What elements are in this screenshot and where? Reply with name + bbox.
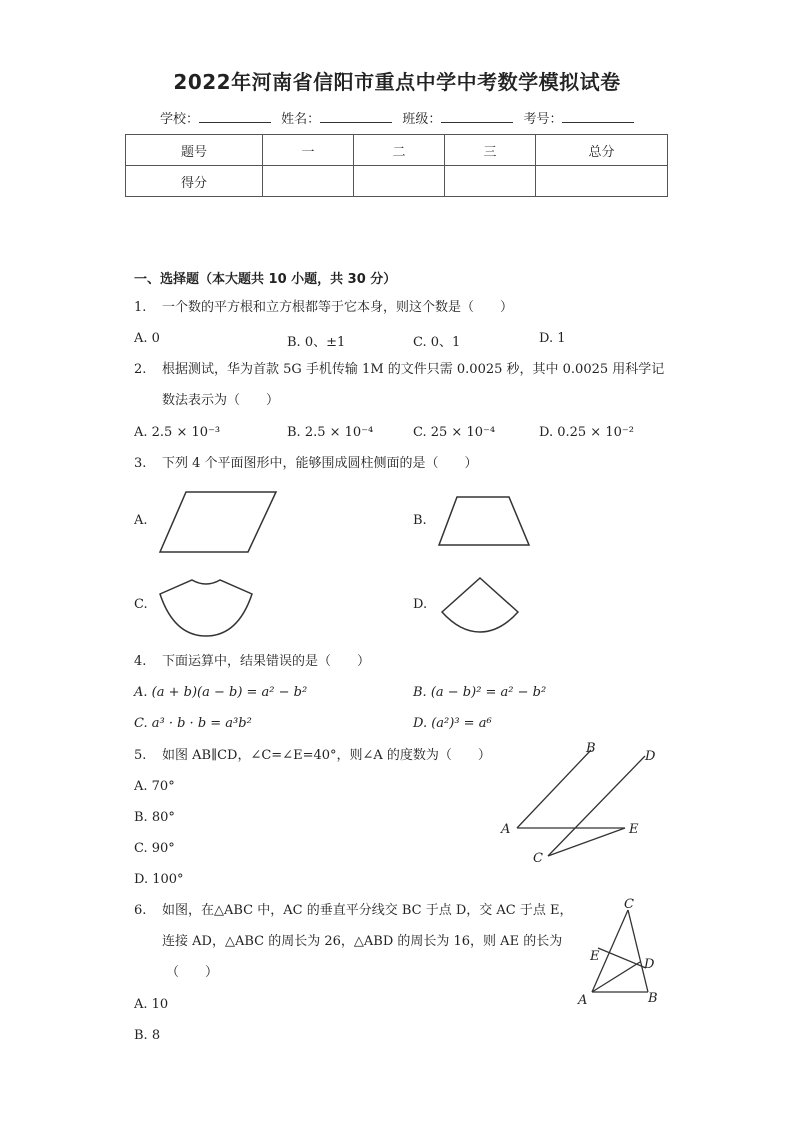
q1-option-a[interactable]: A. 0 (134, 331, 160, 346)
exam-no-label: 考号： (523, 112, 563, 127)
q2-text-line2: 数法表示为（ ） (162, 393, 280, 408)
school-field[interactable] (199, 110, 271, 123)
score-cell[interactable] (263, 166, 354, 197)
section-heading: 一、选择题（本大题共 10 小题，共 30 分） (134, 272, 397, 287)
q5-option-a[interactable]: A. 70° (134, 779, 175, 794)
q1-option-b[interactable]: B. 0、±1 (287, 335, 346, 350)
q5-option-d[interactable]: D. 100° (134, 872, 184, 887)
q3-option-c[interactable]: C. (134, 597, 148, 612)
label-c: C (533, 851, 543, 866)
q5-number: 5. (134, 748, 147, 763)
q6-triangle-figure (570, 896, 680, 1012)
q3-option-b[interactable]: B. (413, 513, 427, 528)
q1-text: 一个数的平方根和立方根都等于它本身，则这个数是（ ） (162, 300, 514, 315)
score-cell[interactable] (354, 166, 445, 197)
exam-no-field[interactable] (562, 110, 634, 123)
name-field[interactable] (320, 110, 392, 123)
label-b: B (648, 991, 658, 1006)
q5-text: 如图 AB∥CD，∠C=∠E=40°，则∠A 的度数为（ ） (162, 748, 491, 763)
score-table-header-row (126, 135, 668, 166)
parallelogram-figure (158, 490, 278, 554)
q1-number: 1. (134, 300, 147, 315)
q6-option-a[interactable]: A. 10 (134, 997, 169, 1012)
q4-text: 下面运算中，结果错误的是（ ） (162, 654, 371, 669)
score-cell[interactable] (536, 166, 668, 197)
q2-text-line1: 根据测试，华为首款 5G 手机传输 1M 的文件只需 0.0025 秒，其中 0.0025 用科学记 (162, 362, 665, 377)
q2-option-b[interactable]: B. 2.5 × 10⁻⁴ (287, 425, 374, 440)
score-cell[interactable] (445, 166, 536, 197)
q6-text-line1: 如图，在△ABC 中，AC 的垂直平分线交 BC 于点 D，交 AC 于点 E， (162, 903, 573, 918)
page-title: 2022年河南省信阳市重点中学中考数学模拟试卷 (173, 70, 621, 94)
q2-option-c[interactable]: C. 25 × 10⁻⁴ (413, 425, 496, 440)
sector-figure (440, 576, 520, 634)
q3-option-d[interactable]: D. (413, 597, 428, 612)
label-c: C (624, 897, 634, 912)
q4-option-b[interactable]: B. (a − b)² = a² − b² (413, 685, 547, 700)
q2-option-a[interactable]: A. 2.5 × 10⁻³ (134, 425, 221, 440)
q4-option-a[interactable]: A. (a + b)(a − b) = a² − b² (134, 685, 308, 700)
label-e: E (629, 822, 639, 837)
label-d: D (644, 957, 655, 972)
score-header-cell: 二 (354, 135, 445, 166)
q6-text-line3: （ ） (166, 965, 219, 980)
label-e: E (590, 949, 600, 964)
q3-number: 3. (134, 456, 147, 471)
q2-option-d[interactable]: D. 0.25 × 10⁻² (539, 425, 634, 440)
name-label: 姓名： (281, 112, 321, 127)
label-a: A (501, 822, 511, 837)
q6-number: 6. (134, 903, 147, 918)
q5-geometry-figure (495, 738, 675, 870)
school-label: 学校： (160, 112, 200, 127)
q2-number: 2. (134, 362, 147, 377)
student-info-row (160, 108, 640, 127)
score-table-score-row (126, 166, 668, 197)
score-header-cell: 一 (263, 135, 354, 166)
score-header-cell: 三 (445, 135, 536, 166)
score-header-cell: 题号 (126, 135, 263, 166)
score-table (125, 134, 668, 197)
class-label: 班级： (402, 112, 442, 127)
class-field[interactable] (441, 110, 513, 123)
q1-option-d[interactable]: D. 1 (539, 331, 566, 346)
q6-option-b[interactable]: B. 8 (134, 1028, 161, 1043)
q1-option-c[interactable]: C. 0、1 (413, 335, 461, 350)
q4-option-c[interactable]: C. a³ · b · b = a³b² (134, 716, 252, 731)
q4-option-d[interactable]: D. (a²)³ = a⁶ (413, 716, 492, 731)
label-a: A (578, 993, 588, 1008)
label-b: B (586, 741, 596, 756)
q5-option-b[interactable]: B. 80° (134, 810, 175, 825)
score-header-cell: 总分 (536, 135, 668, 166)
q4-number: 4. (134, 654, 147, 669)
score-row-label: 得分 (126, 166, 263, 197)
trapezoid-figure (437, 495, 531, 547)
annular-sector-figure (158, 574, 254, 640)
q3-option-a[interactable]: A. (134, 513, 148, 528)
q3-text: 下列 4 个平面图形中，能够围成圆柱侧面的是（ ） (162, 456, 478, 471)
q6-text-line2: 连接 AD，△ABC 的周长为 26，△ABD 的周长为 16，则 AE 的长为 (162, 934, 563, 949)
q5-option-c[interactable]: C. 90° (134, 841, 175, 856)
label-d: D (645, 749, 656, 764)
